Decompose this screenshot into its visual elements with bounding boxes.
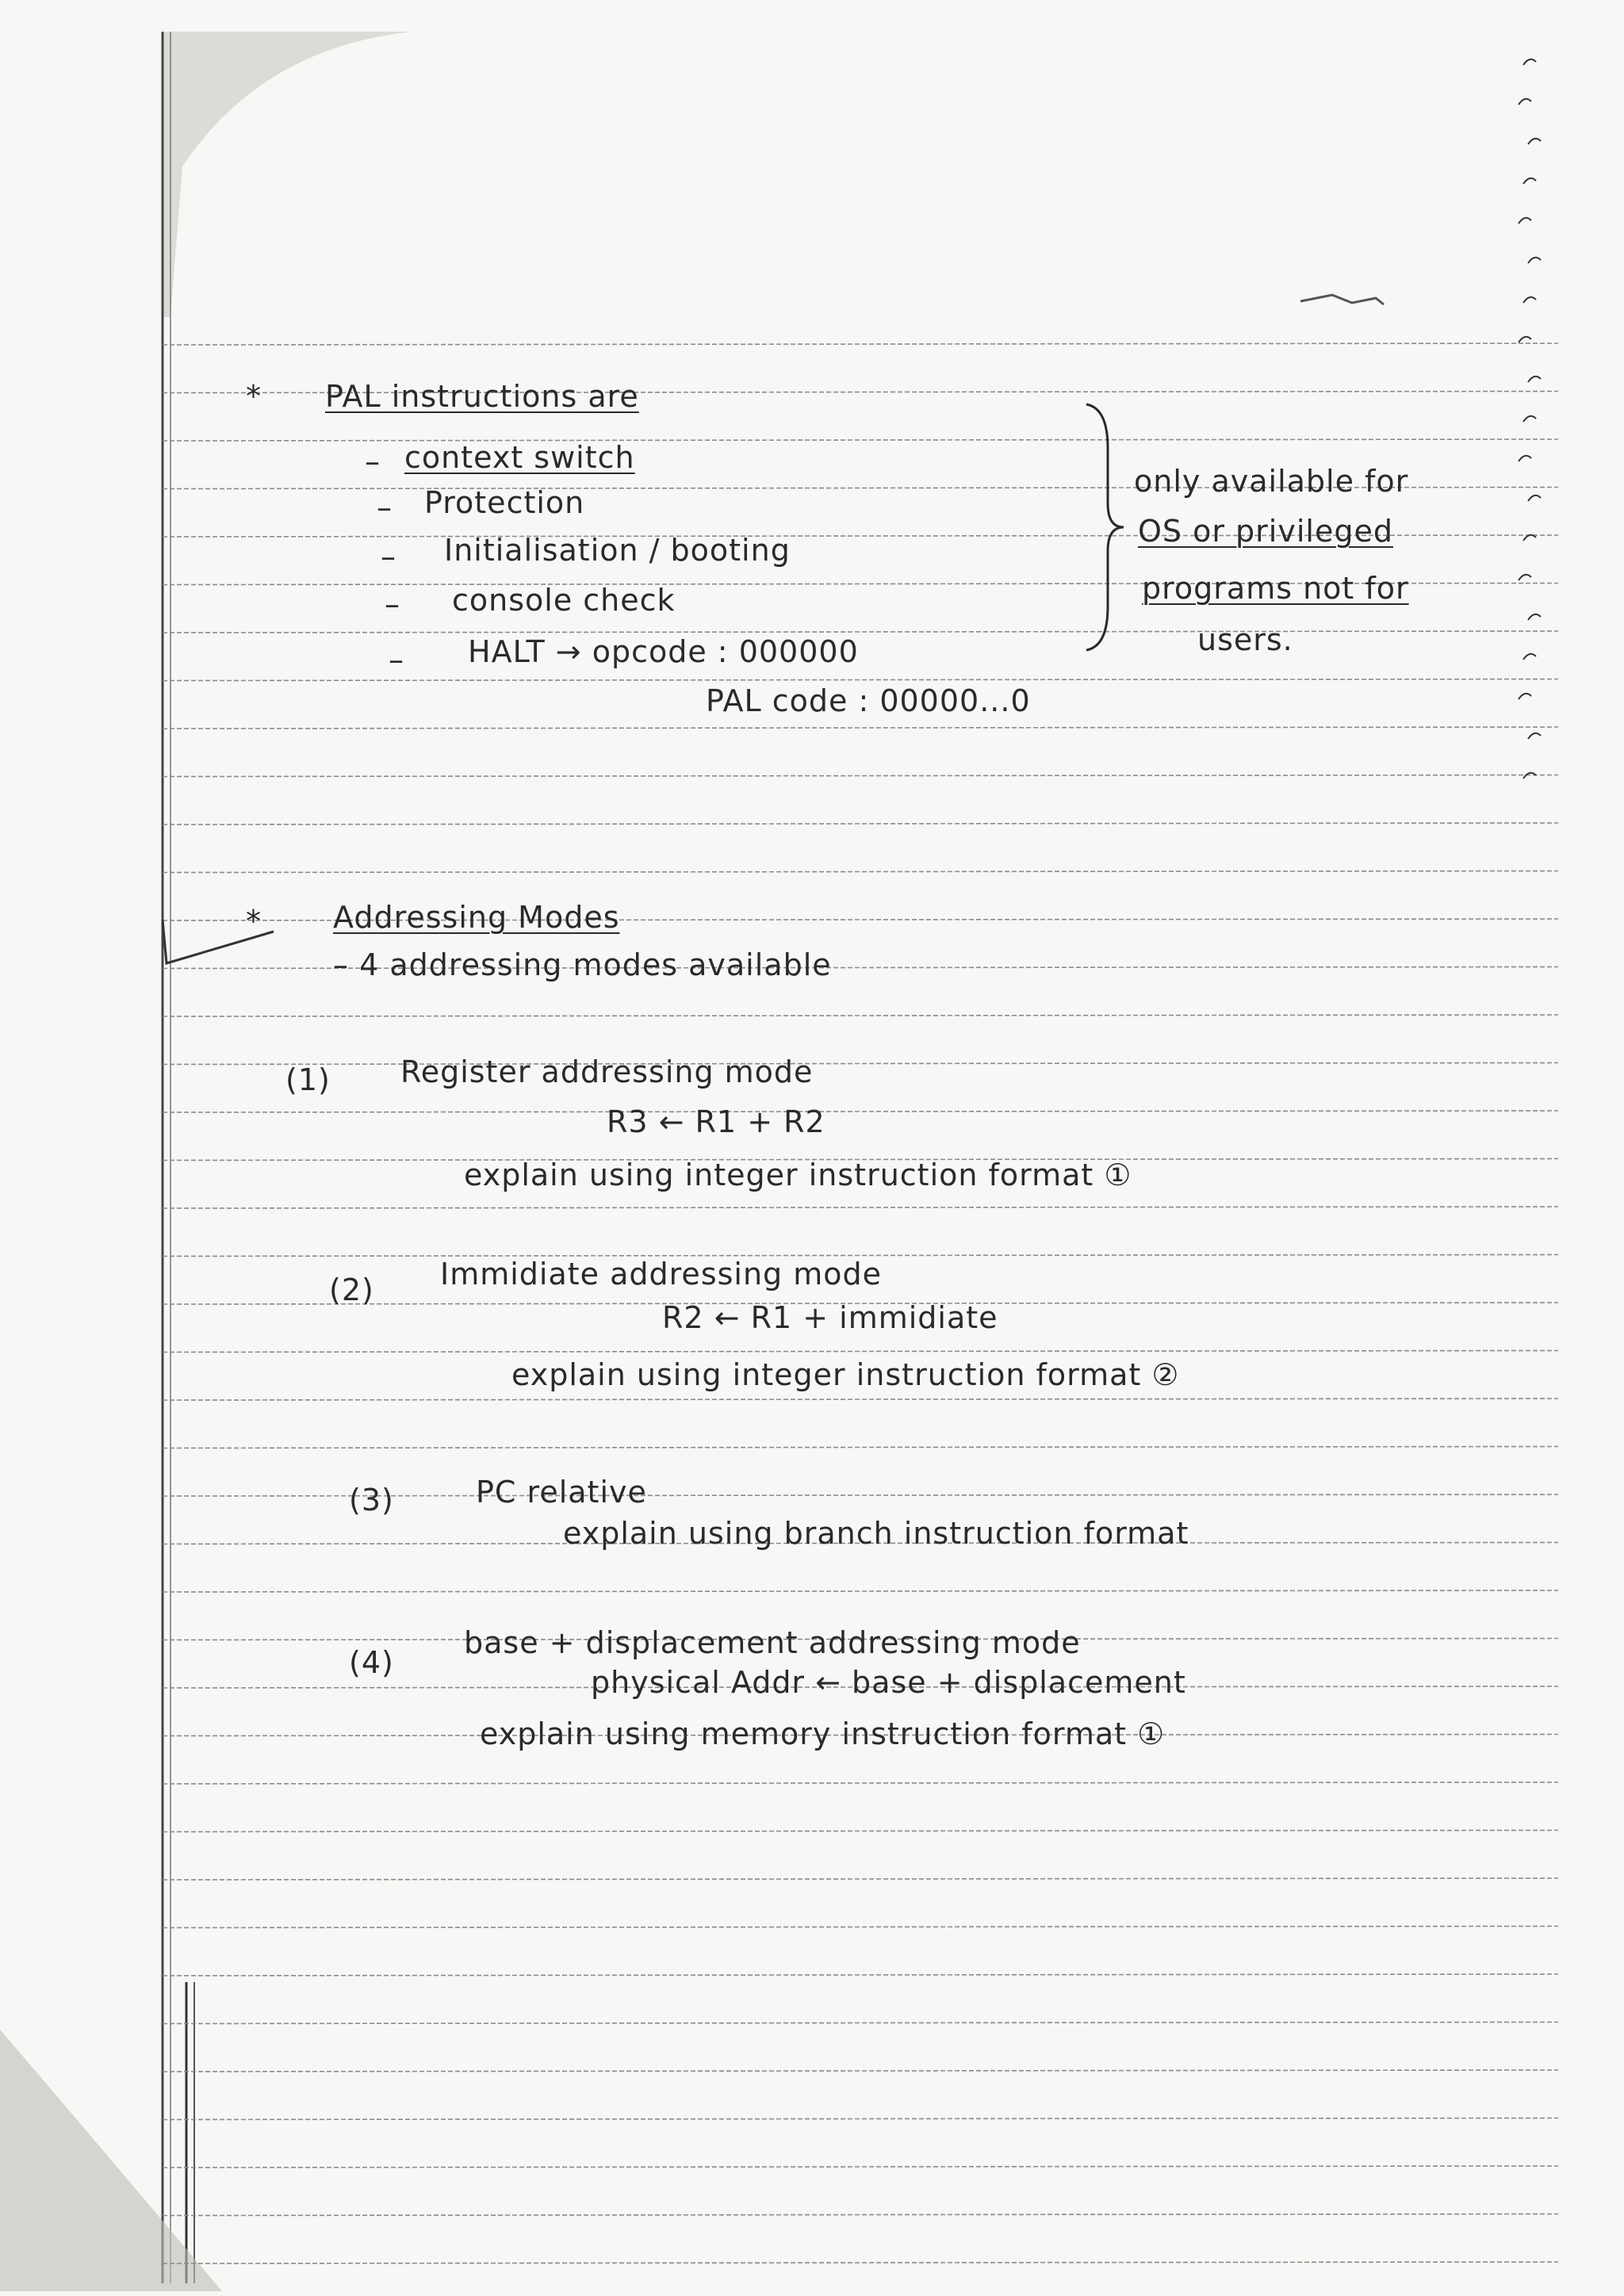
ruled-line — [163, 1015, 1558, 1016]
ruled-line — [163, 1399, 1558, 1400]
ruled-line — [163, 1831, 1558, 1832]
edge-tick — [1523, 773, 1536, 779]
ruled-line — [163, 1063, 1558, 1065]
ruled-line — [163, 1974, 1558, 1976]
mode-formula: physical Addr ← base + displacement — [591, 1665, 1186, 1700]
ruled-line — [163, 1447, 1558, 1448]
edge-tick — [1528, 496, 1541, 501]
ruled-line — [163, 1351, 1558, 1353]
addressing-heading: Addressing Modes — [333, 900, 620, 935]
pal-item-dash: – — [365, 444, 381, 479]
ruled-line — [163, 2214, 1558, 2216]
pal-item-text: console check — [452, 583, 676, 618]
ruled-line — [163, 2262, 1558, 2263]
pal-note-line: only available for — [1134, 464, 1409, 499]
ruled-line — [163, 1878, 1558, 1880]
bullet-pal: * — [246, 379, 262, 414]
mode-number: (1) — [285, 1062, 331, 1097]
pal-item-dash: – — [377, 490, 393, 525]
ruled-line — [163, 1927, 1558, 1928]
edge-tick — [1528, 733, 1541, 739]
edge-tick — [1523, 59, 1536, 65]
bullet-addressing: * — [246, 904, 262, 939]
edge-tick — [1519, 456, 1531, 461]
pal-item-dash: – — [385, 587, 400, 622]
ruled-line — [163, 2070, 1558, 2072]
pal-item-dash: – — [389, 642, 404, 677]
edge-tick — [1519, 218, 1531, 224]
edge-tick — [1523, 416, 1536, 422]
ruled-line — [163, 2118, 1558, 2120]
pal-item-dash: – — [381, 539, 396, 574]
ruled-line — [163, 2022, 1558, 2024]
mode-explain: explain using memory instruction format ① — [480, 1716, 1166, 1751]
pal-item-text: context switch — [404, 440, 635, 475]
pal-item-text: HALT → opcode : 000000 — [468, 634, 859, 669]
pal-item-text: Initialisation / booting — [444, 533, 791, 568]
edge-tick — [1528, 258, 1541, 263]
ruled-line — [163, 871, 1558, 873]
edge-tick — [1519, 694, 1531, 699]
brace-icon — [1080, 400, 1128, 654]
mode-name: Register addressing mode — [400, 1054, 814, 1089]
mode-number: (3) — [349, 1483, 394, 1517]
ruled-line — [163, 1782, 1558, 1784]
mode-name: PC relative — [476, 1475, 647, 1510]
edge-tick — [1519, 337, 1531, 342]
mode-name: base + displacement addressing mode — [464, 1625, 1081, 1660]
pal-note-line: OS or privileged — [1138, 514, 1393, 549]
ruled-line — [163, 1207, 1558, 1208]
edge-tick — [1519, 575, 1531, 580]
pal-item-text: Protection — [424, 485, 585, 520]
ruled-line — [163, 1590, 1558, 1592]
pal-heading: PAL instructions are — [325, 379, 639, 414]
ruled-line — [163, 2166, 1558, 2168]
edge-tick — [1523, 654, 1536, 660]
ruled-line — [163, 631, 1558, 633]
mode-formula: R3 ← R1 + R2 — [607, 1104, 825, 1139]
edge-tick — [1528, 614, 1541, 620]
ruled-line — [163, 343, 1558, 345]
edge-tick — [1523, 535, 1536, 541]
mode-explain: explain using integer instruction format ① — [464, 1158, 1132, 1192]
mode-explain: explain using integer instruction format ② — [511, 1357, 1180, 1392]
edge-tick — [1528, 377, 1541, 382]
addressing-subtitle: – 4 addressing modes available — [333, 947, 832, 982]
mode-number: (2) — [329, 1272, 374, 1307]
mode-number: (4) — [349, 1645, 394, 1680]
pal-code: PAL code : 00000...0 — [706, 683, 1031, 718]
ruled-line — [163, 679, 1558, 681]
ruled-line — [163, 439, 1558, 441]
edge-tick — [1528, 139, 1541, 144]
pal-note-line: programs not for — [1142, 571, 1409, 606]
edge-tick — [1523, 297, 1536, 303]
pal-note-line: users. — [1197, 622, 1293, 657]
ruled-line — [163, 1111, 1558, 1112]
ruled-line — [163, 727, 1558, 729]
ruled-line — [163, 823, 1558, 825]
mode-formula: R2 ← R1 + immidiate — [662, 1300, 998, 1335]
ruled-line — [163, 775, 1558, 777]
mode-name: Immidiate addressing mode — [440, 1257, 883, 1292]
edge-tick — [1523, 178, 1536, 184]
mode-explain: explain using branch instruction format — [563, 1516, 1189, 1551]
edge-tick — [1519, 99, 1531, 105]
